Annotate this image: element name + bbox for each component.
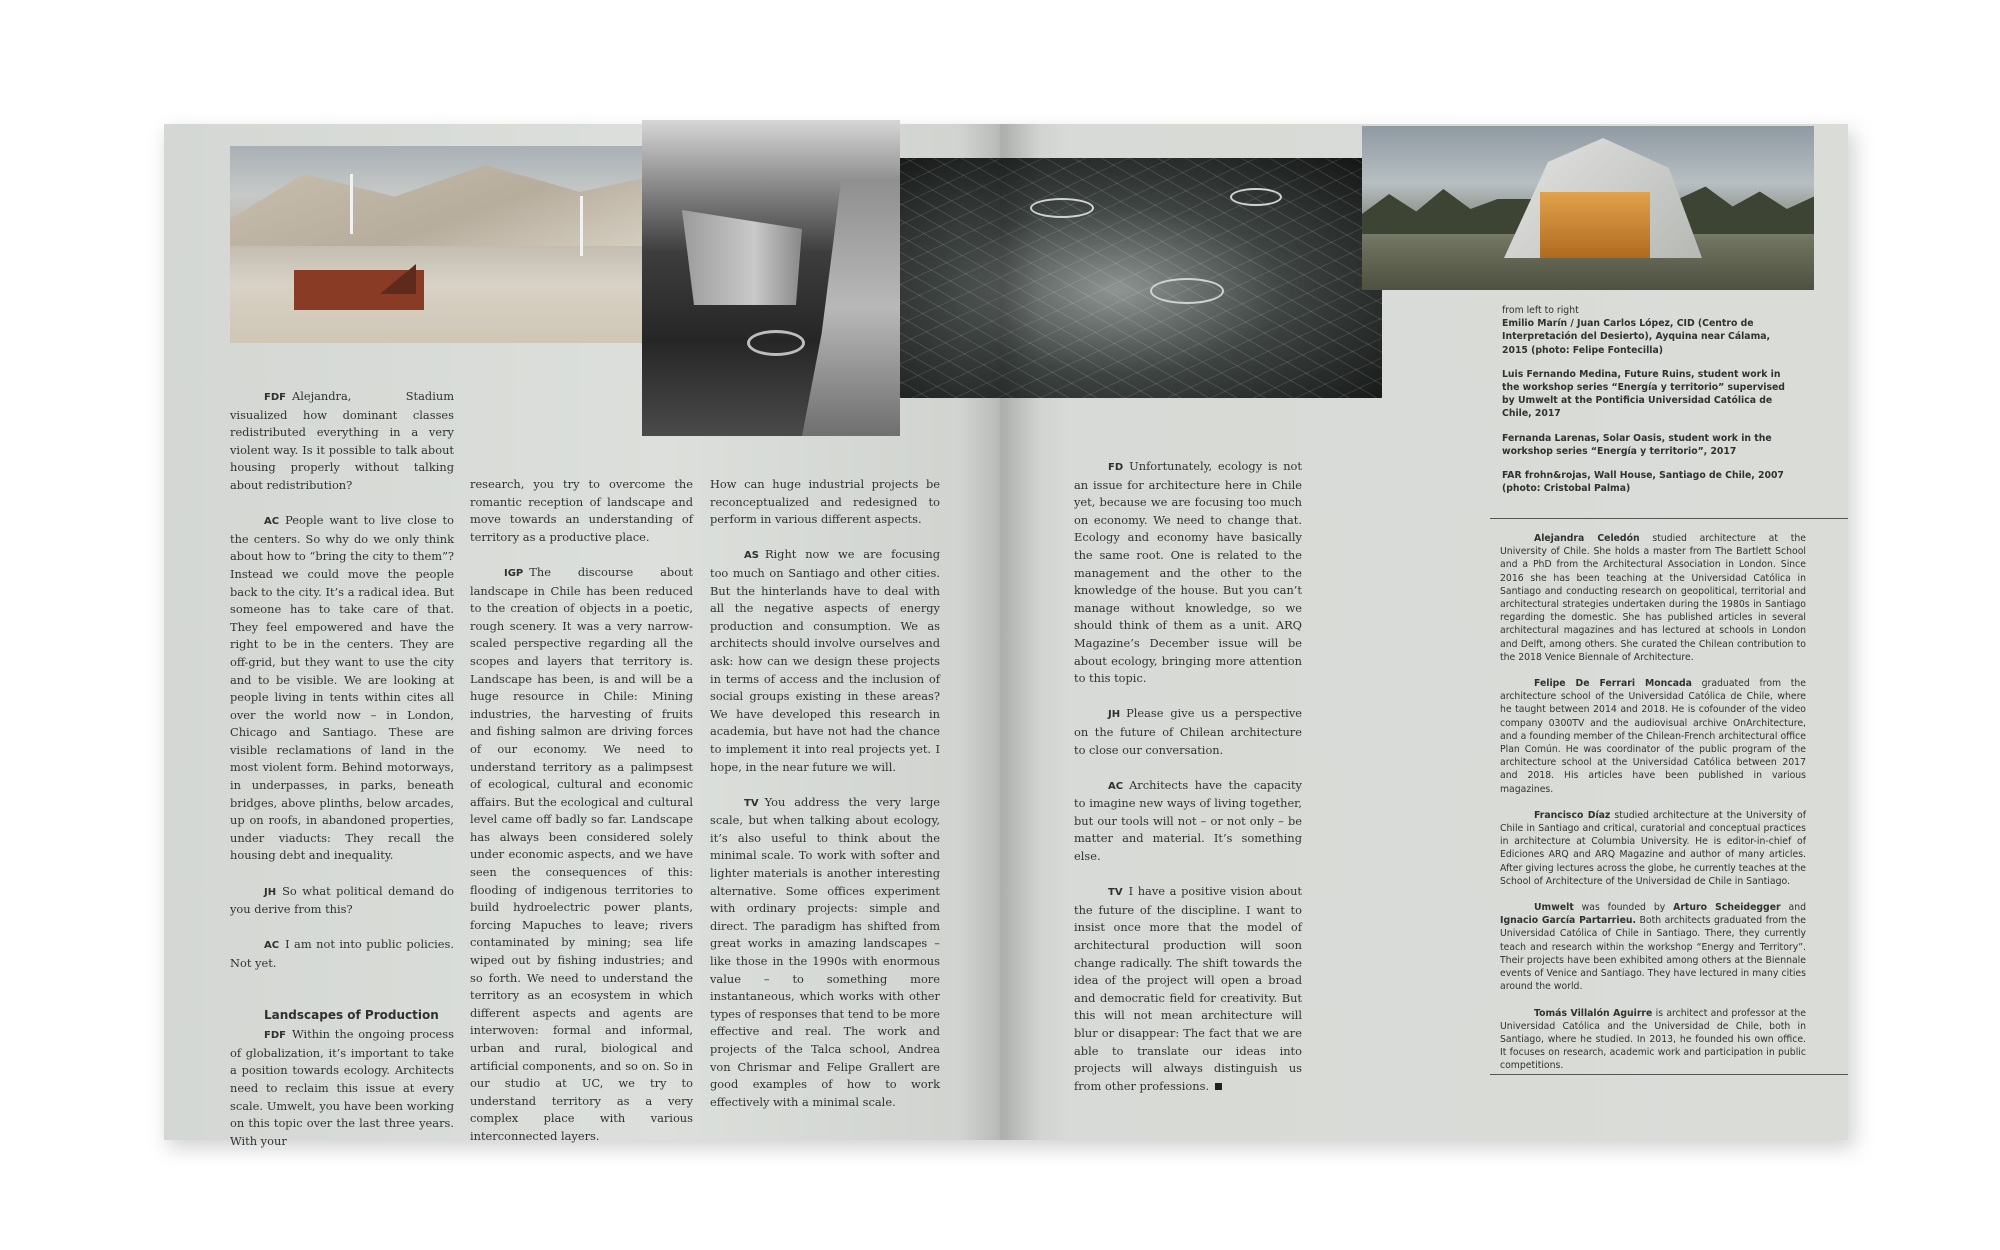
speaker-initials: JH: [1108, 709, 1121, 721]
photo-wall-house: [1362, 126, 1814, 290]
paragraph: research, you try to overcome the romantic reception of landscape and move towards an understanding of territory as a productive place.: [470, 477, 693, 544]
caption-1: Emilio Marín / Juan Carlos López, CID (Centro de Interpretación del Desierto), Ayquina near Cálama, 2015 (photo: Felipe Fontecilla): [1502, 318, 1771, 356]
bio-name: Alejandra Celedón: [1534, 533, 1640, 544]
contributor-bios: [1500, 532, 1806, 1086]
section-heading: Landscapes of Production: [264, 1007, 439, 1022]
text-column-1: [230, 388, 454, 1168]
photo-solar-oasis-render: [900, 158, 1382, 398]
speaker-initials: AC: [264, 940, 280, 952]
paragraph: Right now we are focusing too much on Santiago and other cities. But the hinterlands have to deal with all the negative aspects of energy production and consumption. We as architects should involve ourselves and ask: how can we design these projects in terms of access and the inclusion of social groups existing in these areas? We have developed this research in academia, but have not had the chance to implement it into real projects yet. I hope, in the near future we will.: [710, 547, 940, 774]
caption-2: Luis Fernando Medina, Future Ruins, student work in the workshop series “Energía y territorio” supervised by Umwelt at the Pontificia Universidad Católica de Chile, 2017: [1502, 368, 1785, 420]
end-of-article-mark: [1215, 1083, 1222, 1090]
bio-name: Umwelt: [1534, 902, 1574, 914]
paragraph: People want to live close to the centers. So why do we only think about how to “bring the city to them”? Instead we could move the people back to the city. It’s a radical idea. But someone has to take care of that. They feel empowered and have the right to be in the centers. They are off-grid, but they want to use the city and to be visible. We are looking at people living in tents within cites all over the world now – in London, Chicago and Santiago. These are visible reclamations of land in the most violent form. Behind motorways, in underpasses, in parks, beneath bridges, above plinths, below arcades, up on roofs, in abandoned properties, under viaducts: They recall the housing debt and inequality.: [230, 513, 454, 863]
bio-text: and: [1788, 902, 1806, 914]
wind-turbine: [350, 174, 353, 234]
speaker-initials: JH: [264, 886, 277, 898]
bio-name: Ignacio García Partarrieu.: [1500, 915, 1637, 927]
render-disc: [1150, 278, 1224, 304]
speaker-initials: TV: [1108, 887, 1123, 899]
paragraph: Unfortunately, ecology is not an issue for architecture here in Chile yet, because we are focusing too much on economy. We need to change that. Ecology and economy have basically the same root. One is related to the management and the other to the knowledge of the house. But you can’t manage without knowledge, so we should think of them as a unit. ARQ Magazine’s December issue will be about ecology, bringing more attention to this topic.: [1074, 459, 1302, 686]
bios-bottom-rule: [1490, 1074, 1848, 1075]
speaker-initials: FD: [1108, 462, 1124, 473]
text-column-4: [1074, 458, 1302, 1113]
dam-wall: [682, 210, 802, 305]
text-column-2: [470, 476, 693, 1163]
photo-desert-building: [230, 146, 642, 343]
lit-interior: [1540, 192, 1650, 258]
paragraph: Alejandra, Stadium visualized how dominant classes redistributed everything in a very violent way. Is it possible to talk about housing properly without talking about redistribution?: [230, 389, 454, 492]
speaker-initials: AC: [264, 516, 280, 528]
bio-text: was founded by: [1581, 902, 1666, 914]
speaker-initials: AC: [1108, 780, 1124, 792]
speaker-initials: TV: [744, 797, 759, 809]
speaker-initials: FDF: [264, 392, 286, 403]
render-disc: [1030, 198, 1094, 218]
paragraph: So what political demand do you derive from this?: [230, 883, 454, 917]
bio-text: is architect and professor at the Universidad Católica and the Universidad de Chile, both in Santiago, where he studied. In 2013, he founded his own office. It focuses on research, academic work and participation in public competitions.: [1500, 1007, 1806, 1072]
paragraph: Architects have the capacity to imagine new ways of living together, but our tools will not – or not only – be matter and material. It’s something else.: [1074, 777, 1302, 864]
photo-captions: [1502, 304, 1792, 506]
paragraph: Please give us a perspective on the future of Chilean architecture to close our conversation.: [1074, 706, 1302, 757]
photo-dam: [642, 120, 900, 436]
speaker-initials: IGP: [504, 567, 524, 579]
bios-top-rule: [1490, 518, 1848, 519]
paragraph: I have a positive vision about the future of the discipline. I want to insist once more that the model of architectural production will soon change radically. The shift towards the idea of the project will open a broad and democratic field for creativity. But this will not mean architecture will blur or disappear: The fact that we are able to translate our ideas into projects will always distinguish us from other professions.: [1074, 884, 1302, 1093]
bio-name: Felipe De Ferrari Moncada: [1534, 678, 1692, 690]
paragraph: I am not into public policies. Not yet.: [230, 937, 454, 970]
bio-text: graduated from the architecture school of the Universidad Católica de Chile, where he taught between 2014 and 2018. He is cofounder of the video company 0300TV and the audiovisual archive OnArchitecture, and a founding member of the Chilean-French architectural office Plan Común. He was coordinator of the public program of the architecture school at the Universidad Católica between 2017 and 2018. His articles have been published in various magazines.: [1500, 678, 1807, 795]
bio-text: studied architecture at the University of Chile. She holds a master from The Bartlett School and a PhD from the Architectural Association in London. Since 2016 she has been teaching at the Universidad Católica in Santiago and conducting research on geopolitical, territorial and architectural strategies undertaken during the 1980s in Santiago regarding the domestic. She has published articles in several architectural magazines and has lectured at schools in London and Delft, among others. She curated the Chilean contribution to the 2018 Venice Biennale of Architecture.: [1500, 533, 1806, 663]
paragraph: The discourse about landscape in Chile has been reduced to the creation of objects in a poetic, rough scenery. It was a very narrow-scaled perspective regarding all the scopes and layers that territory is. Landscape has been, is and will be a huge resource in Chile: Mining industries, the harvesting of fruits and fishing salmon are driving forces of our economy. We need to understand territory as a palimpsest of ecological, cultural and economic affairs. But the ecological and cultural level came off badly so far. Landscape has always been considered solely under economic aspects, and we have seen the consequences of this: flooding of indigenous territories to build hydroelectric power plants, forcing Mapuches to leave; rivers contaminated by mining; sea life wiped out by fishing industries; and so forth. We need to understand the territory as an ecosystem in which different aspects and agents are interwoven: formal and informal, urban and rural, biological and artificial components, and so on. So in our studio at UC, we try to understand territory as a very complex place with various interconnected layers.: [470, 564, 693, 1143]
speaker-initials: FDF: [264, 1030, 286, 1042]
bio-name: Francisco Díaz: [1534, 809, 1611, 821]
rock-face: [802, 180, 900, 436]
render-grid: [900, 158, 1382, 398]
render-disc: [1230, 188, 1282, 206]
paragraph: You address the very large scale, but when talking about ecology, it’s also useful to think about the minimal scale. To work with softer and lighter materials is another interesting alternative. Some offices experiment with ordinary projects: simple and direct. The paradigm has shifted from great works in amazing landscapes – like those in the 1990s with enormous value – to something more instantaneous, which works with other types of responses that tend to be more effective and real. The work and projects of the Talca school, Andrea von Chrismar and Felipe Grallert are good examples of how to work effectively with a minimal scale.: [710, 794, 940, 1109]
speaker-initials: AS: [744, 550, 759, 562]
bio-text: Both architects graduated from the Universidad Católica of Chile in Santiago. There, they currently teach and research within the workshop “Energy and Territory”. Their projects have been exhibited among others at the Biennale events of Venice and Santiago. They have lectured in many cities around the world.: [1500, 915, 1806, 993]
bio-text: studied architecture at the University of Chile in Santiago and critical, curatorial and conceptual practices in architecture at Columbia University. He is editor-in-chief of Ediciones ARQ and ARQ Magazine and author of many articles. After giving lectures across the globe, he currently teaches at the School of Architecture of the Universidad de Chile in Santiago.: [1500, 809, 1806, 887]
caption-3: Fernanda Larenas, Solar Oasis, student work in the workshop series “Energía y territorio”, 2017: [1502, 432, 1772, 457]
text-column-3: [710, 476, 940, 1129]
wind-turbine: [580, 196, 583, 256]
bio-name: Tomás Villalón Aguirre: [1534, 1007, 1653, 1019]
bio-name: Arturo Scheidegger: [1673, 902, 1781, 914]
caption-4: FAR frohn&rojas, Wall House, Santiago de Chile, 2007 (photo: Cristobal Palma): [1502, 470, 1784, 495]
paragraph: Within the ongoing process of globalization, it’s important to take a position towards ecology. Architects need to reclaim this issue at every scale. Umwelt, you have been working on this topic over the last three years. With your: [230, 1027, 454, 1148]
caption-lead: from left to right: [1502, 305, 1579, 316]
water-ring: [747, 330, 805, 356]
paragraph: How can huge industrial projects be reconceptualized and redesigned to perform in various different aspects.: [710, 477, 940, 527]
